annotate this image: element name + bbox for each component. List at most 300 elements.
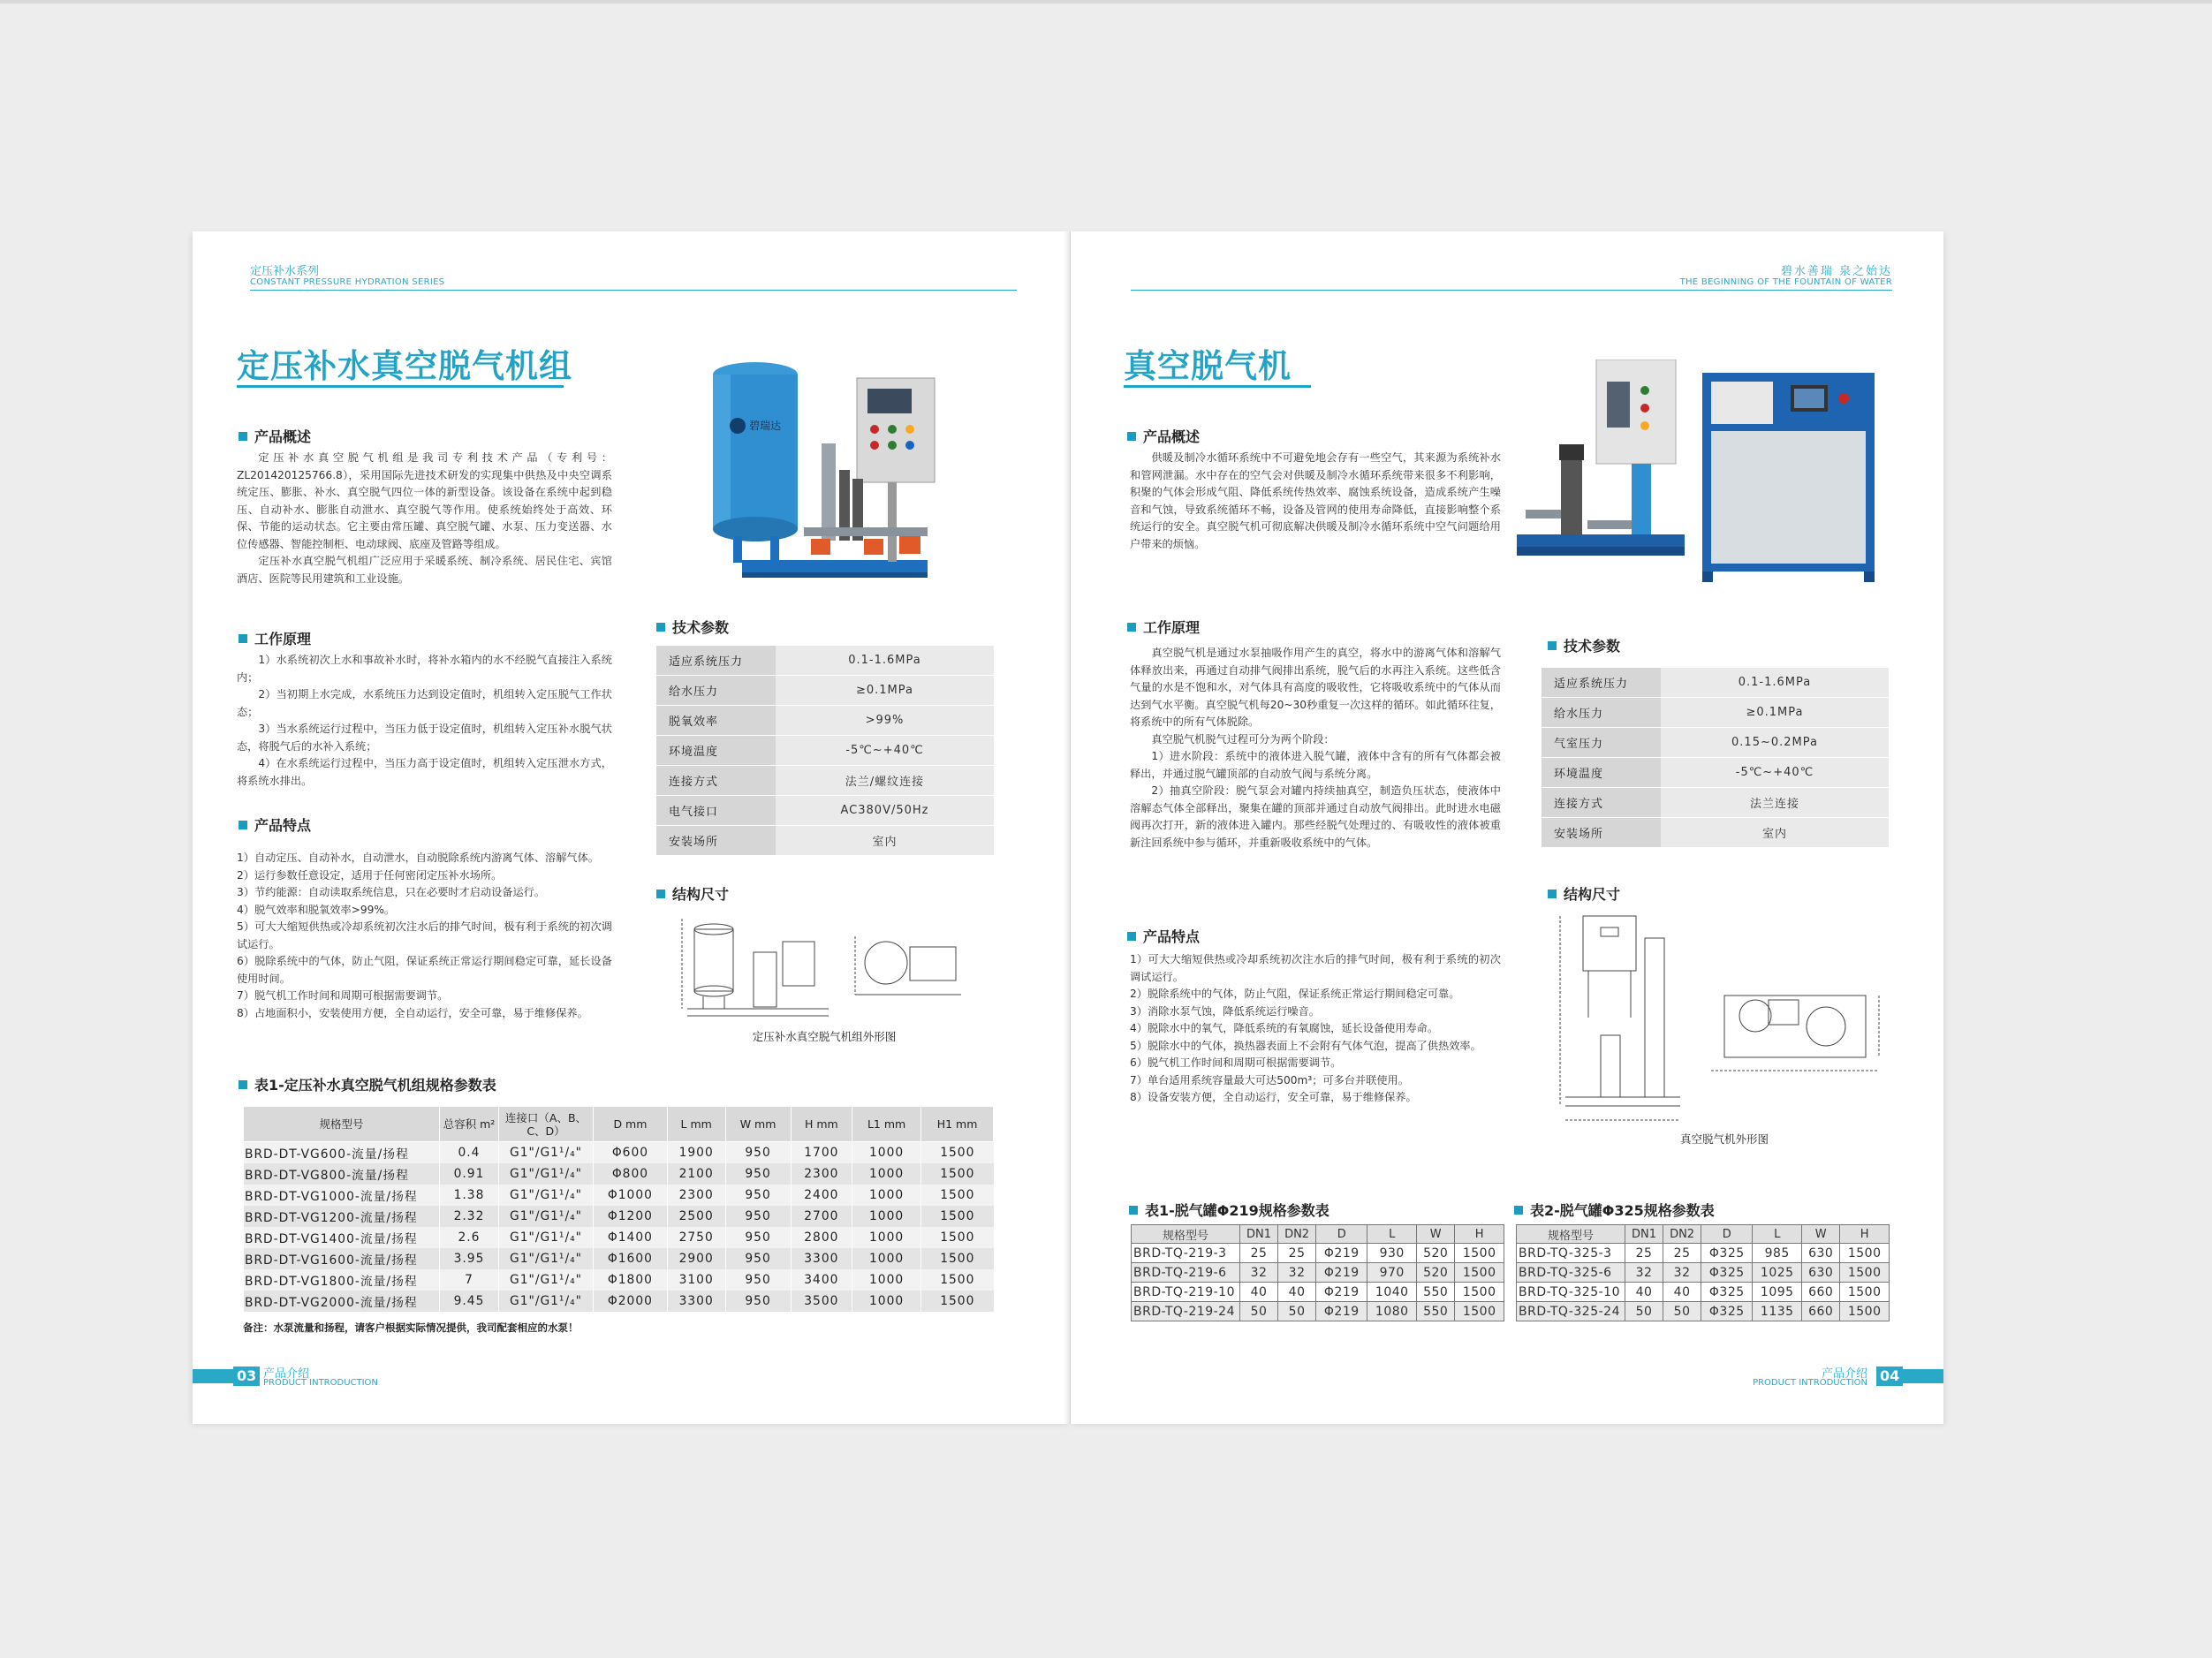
model-cell: BRD-DT-VG1200-流量/扬程 [244, 1206, 440, 1227]
bullet-square-icon [1548, 890, 1557, 898]
value-cell: 2700 [791, 1206, 852, 1227]
model-cell: BRD-DT-VG2000-流量/扬程 [244, 1291, 440, 1312]
bullet-square-icon [239, 634, 247, 643]
param-value: 法兰/螺纹连接 [776, 766, 994, 796]
overview-paragraph: 供暖及制冷水循环系统中不可避免地会存有一些空气，其来源为系统补水和管网泄漏。水中存在的空气会对供暖及制冷水循环系统带来很多不利影响，积聚的气体会形成气阻、降低系统传热效率、腐蚀系统设备，造成系统产生噪音和气蚀，导致系统循环不畅，设备及管网的使用寿命降低，直接影响整个系统运行的安全。真空脱气机可彻底解决供暖及制冷水循环系统中空气问题给用户带来的烦恼。 [1130, 451, 1501, 550]
value-cell: 985 [1753, 1244, 1802, 1263]
param-value: -5℃~+40℃ [776, 736, 994, 766]
value-cell: 1500 [921, 1206, 994, 1227]
value-cell: 1500 [921, 1163, 994, 1185]
structure-line-drawing [678, 910, 970, 1025]
value-cell: 930 [1367, 1244, 1417, 1263]
principle-paragraph: 4）在水系统运行过程中，当压力高于设定值时，机组转入定压泄水方式，将系统水排出。 [237, 757, 612, 787]
value-cell: 950 [725, 1206, 791, 1227]
value-cell: 32 [1663, 1263, 1701, 1283]
section-heading-principle [1127, 617, 1200, 637]
value-cell: 1000 [852, 1291, 921, 1312]
series-title-cn: 定压补水系列 [250, 265, 320, 278]
column-header: 规格型号 [1517, 1225, 1625, 1244]
right-brochure-page [1071, 231, 1943, 1424]
table1-body [1132, 1244, 1504, 1321]
value-cell: 1500 [921, 1185, 994, 1206]
feature-item: 6）脱除系统中的气体，防止气阻，保证系统正常运行期间稳定可靠，延长设备使用时间。 [237, 955, 612, 985]
table-row [1517, 1302, 1890, 1321]
table-header-row [1132, 1225, 1504, 1244]
model-cell: BRD-TQ-219-10 [1132, 1283, 1240, 1302]
section-heading-overview [1127, 426, 1200, 446]
value-cell: 1500 [1840, 1302, 1890, 1321]
value-cell: 520 [1417, 1244, 1455, 1263]
value-cell: 1900 [667, 1142, 725, 1164]
feature-item: 3）节约能源：自动读取系统信息，只在必要时才启动设备运行。 [237, 886, 546, 898]
product-photo-degasser [1508, 360, 1685, 567]
column-header: DN2 [1278, 1225, 1316, 1244]
value-cell: 2750 [667, 1227, 725, 1248]
value-cell: 50 [1625, 1302, 1663, 1321]
column-header: H1 mm [921, 1107, 994, 1142]
value-cell: G1"/G1¹/₄" [499, 1227, 594, 1248]
principle-paragraph: 3）当水系统运行过程中，当压力低于设定值时，机组转入定压补水脱气状态，将脱气后的水补入系统； [237, 723, 612, 753]
value-cell: Φ219 [1316, 1283, 1367, 1302]
column-header: DN2 [1663, 1225, 1701, 1244]
table-row [244, 1163, 994, 1185]
value-cell: 660 [1802, 1302, 1840, 1321]
product-photo-degasser-cabinet [1702, 373, 1879, 585]
model-cell: BRD-TQ-325-6 [1517, 1263, 1625, 1283]
value-cell: 1500 [921, 1291, 994, 1312]
value-cell: 2900 [667, 1248, 725, 1269]
spec-params-table [243, 1106, 994, 1312]
value-cell: 950 [725, 1142, 791, 1164]
diagram-caption: 定压补水真空脱气机组外形图 [752, 1030, 897, 1043]
value-cell: 630 [1802, 1244, 1840, 1263]
section-heading-tech [656, 617, 729, 637]
model-cell: BRD-DT-VG1600-流量/扬程 [244, 1248, 440, 1269]
column-header: L1 mm [852, 1107, 921, 1142]
param-name: 安装场所 [1542, 818, 1661, 848]
value-cell: 660 [1802, 1283, 1840, 1302]
degasser-325-table [1516, 1224, 1890, 1321]
value-cell: 50 [1278, 1302, 1316, 1321]
value-cell: Φ219 [1316, 1302, 1367, 1321]
value-cell: 0.4 [440, 1142, 499, 1164]
value-cell: 1500 [921, 1227, 994, 1248]
column-header: W mm [725, 1107, 791, 1142]
overview-text [237, 450, 612, 587]
value-cell: G1"/G1¹/₄" [499, 1142, 594, 1164]
param-name: 环境温度 [1542, 758, 1661, 788]
column-header: L [1753, 1225, 1802, 1244]
degasser-219-table [1131, 1224, 1504, 1321]
value-cell: 0.91 [440, 1163, 499, 1185]
value-cell: Φ325 [1701, 1302, 1753, 1321]
table2-body [1517, 1244, 1890, 1321]
structure-line-drawing [1557, 912, 1892, 1132]
value-cell: 1000 [852, 1142, 921, 1164]
footer-title-cn: 产品介绍 [1821, 1367, 1867, 1381]
value-cell: G1"/G1¹/₄" [499, 1269, 594, 1291]
value-cell: Φ1200 [594, 1206, 668, 1227]
value-cell: 950 [725, 1248, 791, 1269]
tank-logo-text: 碧瑞达 [749, 420, 782, 432]
value-cell: Φ325 [1701, 1263, 1753, 1283]
table-row [656, 646, 994, 676]
left-brochure-page [193, 231, 1070, 1424]
param-value: ≥0.1MPa [776, 676, 994, 706]
slogan-en: THE BEGINNING OF THE FOUNTAIN OF WATER [1679, 277, 1892, 287]
table-row [1517, 1244, 1890, 1263]
header-rule [250, 290, 1017, 291]
section-heading-text: 技术参数 [1564, 638, 1621, 655]
model-cell: BRD-TQ-325-3 [1517, 1244, 1625, 1263]
features-list [1130, 951, 1501, 1107]
value-cell: 32 [1240, 1263, 1278, 1283]
value-cell: 1500 [921, 1142, 994, 1164]
section-heading-text: 工作原理 [254, 631, 312, 647]
table-header-row [244, 1107, 994, 1142]
param-value: 法兰连接 [1661, 788, 1889, 818]
param-value: AC380V/50Hz [776, 796, 994, 826]
principle-text [237, 652, 612, 790]
value-cell: 550 [1417, 1283, 1455, 1302]
section-heading-tech [1548, 635, 1620, 655]
bullet-square-icon [1514, 1206, 1523, 1215]
value-cell: 1500 [1840, 1283, 1890, 1302]
bullet-square-icon [239, 821, 247, 829]
value-cell: 1500 [1840, 1244, 1890, 1263]
principle-paragraph: 2）当初期上水完成，水系统压力达到设定值时，机组转入定压脱气工作状态； [237, 688, 612, 718]
table-row [244, 1248, 994, 1269]
column-header: L mm [667, 1107, 725, 1142]
page-number: 03 [233, 1367, 260, 1386]
value-cell: 32 [1625, 1263, 1663, 1283]
section-heading-text: 产品特点 [1143, 928, 1201, 945]
value-cell: 1500 [1455, 1244, 1504, 1263]
value-cell: 2100 [667, 1163, 725, 1185]
value-cell: 520 [1417, 1263, 1455, 1283]
bullet-square-icon [656, 623, 665, 632]
section-heading-text: 产品概述 [254, 428, 312, 445]
table-row [244, 1291, 994, 1312]
value-cell: 2300 [667, 1185, 725, 1206]
feature-item: 1）自动定压、自动补水，自动泄水，自动脱除系统内游离气体、溶解气体。 [237, 852, 599, 864]
value-cell: G1"/G1¹/₄" [499, 1291, 594, 1312]
table-row [1542, 698, 1889, 728]
value-cell: Φ325 [1701, 1283, 1753, 1302]
param-value: 0.1-1.6MPa [776, 646, 994, 676]
table-row [1542, 818, 1889, 848]
section-heading-text: 表1-脱气罐Φ219规格参数表 [1145, 1202, 1329, 1219]
table-row [1132, 1283, 1504, 1302]
feature-item: 2）脱除系统中的气体，防止气阻，保证系统正常运行期间稳定可靠。 [1130, 988, 1460, 1000]
section-heading-features [239, 814, 311, 835]
model-cell: BRD-TQ-325-10 [1517, 1283, 1625, 1302]
value-cell: Φ600 [594, 1142, 668, 1164]
param-value: -5℃~+40℃ [1661, 758, 1889, 788]
feature-item: 8）设备安装方便，全自动运行，安全可靠，易于维修保养。 [1130, 1091, 1417, 1103]
param-name: 给水压力 [1542, 698, 1661, 728]
value-cell: 25 [1278, 1244, 1316, 1263]
value-cell: 50 [1240, 1302, 1278, 1321]
param-name: 给水压力 [656, 676, 776, 706]
value-cell: 1040 [1367, 1283, 1417, 1302]
table-note: 备注：水泵流量和扬程，请客户根据实际情况提供，我司配套相应的水泵！ [243, 1321, 579, 1334]
bullet-square-icon [1548, 641, 1557, 650]
header-rule [1131, 290, 1892, 291]
spec-table-body [244, 1142, 994, 1313]
bullet-square-icon [1129, 1206, 1138, 1215]
value-cell: 25 [1625, 1244, 1663, 1263]
page-number: 04 [1876, 1367, 1903, 1386]
principle-paragraph: 1）水系统初次上水和事故补水时，将补水箱内的水不经脱气直接注入系统内； [237, 654, 612, 684]
value-cell: 1000 [852, 1269, 921, 1291]
section-heading-text: 结构尺寸 [672, 886, 730, 903]
section-heading-text: 产品概述 [1143, 428, 1201, 445]
feature-item: 6）脱气机工作时间和周期可根据需要调节。 [1130, 1056, 1342, 1069]
table-row [1542, 668, 1889, 698]
value-cell: 1500 [1455, 1283, 1504, 1302]
table-row [656, 796, 994, 826]
principle-paragraph: 2）抽真空阶段：脱气泵会对罐内持续抽真空，制造负压状态，使液体中溶解态气体全部释出，聚集在罐的顶部并通过自动放气阀排出。此时进水电磁阀再次打开，新的液体进入罐内。那些经脱气处理过的、有吸收性的液体被重新注回系统中参与循环，并重新吸收系统中的气体。 [1130, 784, 1501, 849]
top-edge-line [0, 0, 2212, 4]
value-cell: 1000 [852, 1163, 921, 1185]
principle-text [1130, 645, 1501, 852]
param-value: 室内 [776, 826, 994, 856]
value-cell: 950 [725, 1163, 791, 1185]
feature-item: 7）脱气机工作时间和周期可根据需要调节。 [237, 989, 449, 1002]
feature-item: 4）脱除水中的氧气，降低系统的有氧腐蚀，延长设备使用寿命。 [1130, 1022, 1439, 1034]
value-cell: 40 [1240, 1283, 1278, 1302]
footer-title-cn: 产品介绍 [263, 1367, 310, 1381]
table-row [1517, 1283, 1890, 1302]
value-cell: 3100 [667, 1269, 725, 1291]
section-heading-structure [656, 883, 729, 904]
value-cell: 2.32 [440, 1206, 499, 1227]
table-row [1542, 728, 1889, 758]
column-header: H mm [791, 1107, 852, 1142]
series-title-en: CONSTANT PRESSURE HYDRATION SERIES [250, 277, 445, 287]
column-header: L [1367, 1225, 1417, 1244]
model-cell: BRD-TQ-219-24 [1132, 1302, 1240, 1321]
model-cell: BRD-DT-VG800-流量/扬程 [244, 1163, 440, 1185]
bullet-square-icon [1127, 432, 1136, 441]
value-cell: Φ2000 [594, 1291, 668, 1312]
section-heading-table2 [1514, 1200, 1715, 1220]
table-row [656, 766, 994, 796]
table-row [1542, 788, 1889, 818]
table-header-row [1517, 1225, 1890, 1244]
value-cell: 1000 [852, 1227, 921, 1248]
section-heading-structure [1548, 883, 1620, 904]
value-cell: G1"/G1¹/₄" [499, 1185, 594, 1206]
value-cell: 1500 [921, 1269, 994, 1291]
section-heading-text: 产品特点 [254, 817, 312, 834]
table-row [656, 736, 994, 766]
section-heading-text: 表2-脱气罐Φ325规格参数表 [1530, 1202, 1715, 1219]
column-header: 规格型号 [244, 1107, 440, 1142]
title-underline [1124, 385, 1311, 388]
value-cell: Φ219 [1316, 1244, 1367, 1263]
column-header: D [1701, 1225, 1753, 1244]
value-cell: 25 [1240, 1244, 1278, 1263]
features-list [237, 850, 612, 1022]
value-cell: Φ219 [1316, 1263, 1367, 1283]
model-cell: BRD-DT-VG600-流量/扬程 [244, 1142, 440, 1164]
param-value: 0.15~0.2MPa [1661, 728, 1889, 758]
value-cell: 3300 [667, 1291, 725, 1312]
section-heading-text: 工作原理 [1143, 619, 1201, 636]
column-header: 总容积 m² [440, 1107, 499, 1142]
table-row [1517, 1263, 1890, 1283]
model-cell: BRD-TQ-325-24 [1517, 1302, 1625, 1321]
section-heading-table [239, 1074, 496, 1094]
value-cell: Φ1000 [594, 1185, 668, 1206]
model-cell: BRD-TQ-219-6 [1132, 1263, 1240, 1283]
value-cell: 1000 [852, 1206, 921, 1227]
value-cell: 40 [1625, 1283, 1663, 1302]
table-row [1132, 1302, 1504, 1321]
param-name: 环境温度 [656, 736, 776, 766]
value-cell: 1500 [921, 1248, 994, 1269]
value-cell: 1000 [852, 1185, 921, 1206]
table-row [656, 706, 994, 736]
feature-item: 5）脱除水中的气体，换热器表面上不会附有气体气泡，提高了供热效率。 [1130, 1039, 1481, 1052]
value-cell: 9.45 [440, 1291, 499, 1312]
slogan-cn: 碧水善瑞 泉之始达 [1780, 265, 1892, 278]
section-heading-features [1127, 926, 1200, 946]
table-row [244, 1269, 994, 1291]
column-header: 规格型号 [1132, 1225, 1240, 1244]
value-cell: 950 [725, 1227, 791, 1248]
overview-paragraph: 定压补水真空脱气机组广泛应用于采暖系统、制冷系统、居民住宅、宾馆酒店、医院等民用建筑和工业设施。 [237, 555, 612, 585]
value-cell: 1000 [852, 1248, 921, 1269]
bullet-square-icon [239, 432, 247, 441]
value-cell: 3400 [791, 1269, 852, 1291]
value-cell: Φ1400 [594, 1227, 668, 1248]
value-cell: 1500 [1840, 1263, 1890, 1283]
column-header: H [1455, 1225, 1504, 1244]
param-name: 脱氧效率 [656, 706, 776, 736]
bullet-square-icon [1127, 932, 1136, 941]
value-cell: 3500 [791, 1291, 852, 1312]
section-heading-text: 技术参数 [672, 619, 730, 636]
model-cell: BRD-DT-VG1000-流量/扬程 [244, 1185, 440, 1206]
value-cell: Φ325 [1701, 1244, 1753, 1263]
value-cell: 2.6 [440, 1227, 499, 1248]
section-heading-table1 [1129, 1200, 1329, 1220]
param-value: 0.1-1.6MPa [1661, 668, 1889, 698]
value-cell: G1"/G1¹/₄" [499, 1248, 594, 1269]
principle-paragraph: 真空脱气机脱气过程可分为两个阶段： [1151, 732, 1335, 746]
value-cell: 1095 [1753, 1283, 1802, 1302]
value-cell: 2500 [667, 1206, 725, 1227]
table-row [1542, 758, 1889, 788]
feature-item: 4）脱气效率和脱氧效率>99%。 [237, 903, 396, 916]
feature-item: 7）单台适用系统容量最大可达500m³；可多台并联使用。 [1130, 1073, 1409, 1086]
table-row [244, 1227, 994, 1248]
column-header: W [1802, 1225, 1840, 1244]
value-cell: 2300 [791, 1163, 852, 1185]
tech-params-table [1542, 668, 1889, 848]
footer-title-en: PRODUCT INTRODUCTION [1753, 1378, 1867, 1388]
title-underline [237, 385, 564, 388]
value-cell: 630 [1802, 1263, 1840, 1283]
model-cell: BRD-DT-VG1800-流量/扬程 [244, 1269, 440, 1291]
value-cell: 3.95 [440, 1248, 499, 1269]
value-cell: 1025 [1753, 1263, 1802, 1283]
overview-text [1130, 450, 1501, 553]
value-cell: 32 [1278, 1263, 1316, 1283]
param-name: 连接方式 [1542, 788, 1661, 818]
bullet-square-icon [239, 1080, 247, 1089]
section-heading-text: 结构尺寸 [1564, 886, 1621, 903]
footer-title-en: PRODUCT INTRODUCTION [263, 1378, 378, 1388]
feature-item: 1）可大大缩短供热或冷却系统初次注水后的排气时间，极有利于系统的初次调试运行。 [1130, 953, 1501, 983]
feature-item: 3）消除水泵气蚀，降低系统运行噪音。 [1130, 1004, 1320, 1018]
model-cell: BRD-DT-VG1400-流量/扬程 [244, 1227, 440, 1248]
column-header: DN1 [1240, 1225, 1278, 1244]
section-heading-overview [239, 426, 311, 446]
section-heading-principle [239, 628, 311, 648]
param-name: 安装场所 [656, 826, 776, 856]
param-name: 适应系统压力 [656, 646, 776, 676]
value-cell: Φ1800 [594, 1269, 668, 1291]
value-cell: 950 [725, 1185, 791, 1206]
value-cell: 40 [1663, 1283, 1701, 1302]
value-cell: Φ1600 [594, 1248, 668, 1269]
column-header: D mm [594, 1107, 668, 1142]
value-cell: 3300 [791, 1248, 852, 1269]
value-cell: Φ800 [594, 1163, 668, 1185]
principle-paragraph: 1）进水阶段：系统中的液体进入脱气罐，液体中含有的所有气体都会被释出，并通过脱气罐顶部的自动放气阀与系统分离。 [1130, 750, 1501, 780]
value-cell: 950 [725, 1291, 791, 1312]
column-header: DN1 [1625, 1225, 1663, 1244]
param-name: 适应系统压力 [1542, 668, 1661, 698]
value-cell: 25 [1663, 1244, 1701, 1263]
param-value: ≥0.1MPa [1661, 698, 1889, 728]
param-name: 连接方式 [656, 766, 776, 796]
model-cell: BRD-TQ-219-3 [1132, 1244, 1240, 1263]
table-row [656, 676, 994, 706]
param-name: 电气接口 [656, 796, 776, 826]
feature-item: 2）运行参数任意设定，适用于任何密闭定压补水场所。 [237, 868, 503, 882]
table-row [244, 1185, 994, 1206]
value-cell: 1.38 [440, 1185, 499, 1206]
page-title: 真空脱气机 [1124, 347, 1292, 385]
value-cell: 1500 [1455, 1263, 1504, 1283]
product-photo-hydration-unit [707, 355, 941, 589]
value-cell: 1080 [1367, 1302, 1417, 1321]
value-cell: G1"/G1¹/₄" [499, 1163, 594, 1185]
column-header: 连接口（A、B、C、D） [499, 1107, 594, 1142]
param-name: 气室压力 [1542, 728, 1661, 758]
value-cell: G1"/G1¹/₄" [499, 1206, 594, 1227]
value-cell: 1700 [791, 1142, 852, 1164]
value-cell: 50 [1663, 1302, 1701, 1321]
column-header: H [1840, 1225, 1890, 1244]
value-cell: 7 [440, 1269, 499, 1291]
page-title: 定压补水真空脱气机组 [237, 347, 572, 385]
tech-params-table [656, 646, 994, 856]
column-header: D [1316, 1225, 1367, 1244]
bullet-square-icon [1127, 623, 1136, 632]
overview-paragraph: 定压补水真空脱气机组是我司专利技术产品（专利号：ZL201420125766.8），采用国际先进技术研发的实现集中供热及中央空调系统定压、膨胀、补水、真空脱气四位一体的新型设备。该设备在系统中起到稳压、自动补水、膨胀自动泄水、真空脱气等作用。使系统始终处于高效、环保、节能的运动状态。它主要由常压罐、真空脱气罐、水泵、压力变送器、水位传感器、智能控制柜、电动球阀、底座及管路等组成。 [237, 451, 612, 550]
value-cell: 950 [725, 1269, 791, 1291]
feature-item: 5）可大大缩短供热或冷却系统初次注水后的排气时间，极有利于系统的初次调试运行。 [237, 920, 612, 950]
param-value: >99% [776, 706, 994, 736]
table-row [244, 1142, 994, 1164]
table-row [244, 1206, 994, 1227]
